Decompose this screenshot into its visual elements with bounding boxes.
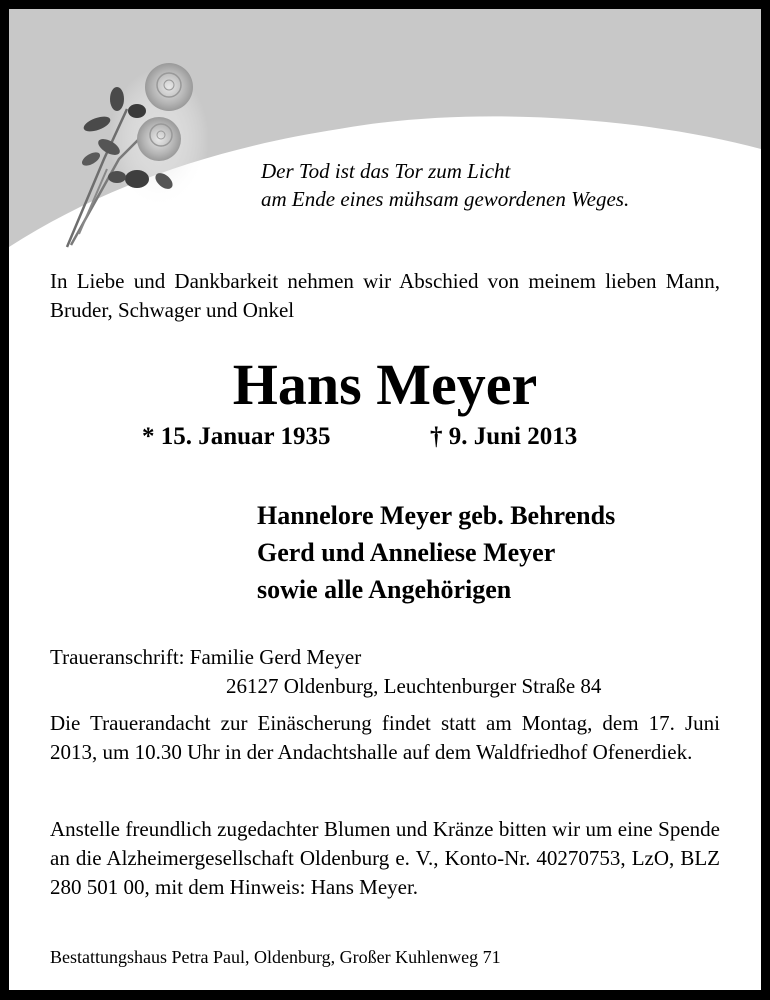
funeral-home: Bestattungshaus Petra Paul, Oldenburg, Großer Kuhlenweg 71 xyxy=(50,947,501,967)
quote-line-2: am Ende eines mühsam gewordenen Weges. xyxy=(261,187,630,211)
birth-date: * 15. Januar 1935 xyxy=(142,423,331,450)
donation-request: Anstelle freundlich zugedachter Blumen und Kränze bitten wir um eine Spende an die Alzheimergesellschaft Oldenburg e. V., Konto-Nr. 40270753, LzO, BLZ 280 501 00, mit dem Hinweis: Hans Meyer. xyxy=(50,817,720,899)
death-date-group xyxy=(430,422,577,452)
obituary-card xyxy=(9,9,761,990)
mourners-list xyxy=(257,497,615,608)
mourner: Gerd und Anneliese Meyer xyxy=(257,538,556,567)
rose-icon xyxy=(9,9,761,269)
intro-text: In Liebe und Dankbarkeit nehmen wir Abschied von meinem lieben Mann, Bruder, Schwager und Onkel xyxy=(50,269,720,322)
mourner: sowie alle Angehörigen xyxy=(257,575,512,604)
address-line-1: Familie Gerd Meyer xyxy=(189,645,362,669)
memorial-quote xyxy=(261,157,629,213)
address-label: Traueranschrift: xyxy=(50,645,185,669)
mourner: Hannelore Meyer geb. Behrends xyxy=(257,501,616,530)
service-announcement: Die Trauerandacht zur Einäscherung findet statt am Montag, dem 17. Juni 2013, um 10.30 Uhr in der Andachtshalle auf dem Waldfriedhof Ofenerdiek. xyxy=(50,711,720,764)
address-line-2: 26127 Oldenburg, Leuchtenburger Straße 84 xyxy=(226,674,602,698)
death-date: 9. Juni 2013 xyxy=(448,423,578,450)
deceased-name: Hans Meyer xyxy=(232,352,538,417)
cross-icon: † xyxy=(430,423,443,450)
quote-line-1: Der Tod ist das Tor zum Licht xyxy=(261,159,511,183)
mourning-address xyxy=(50,643,601,701)
